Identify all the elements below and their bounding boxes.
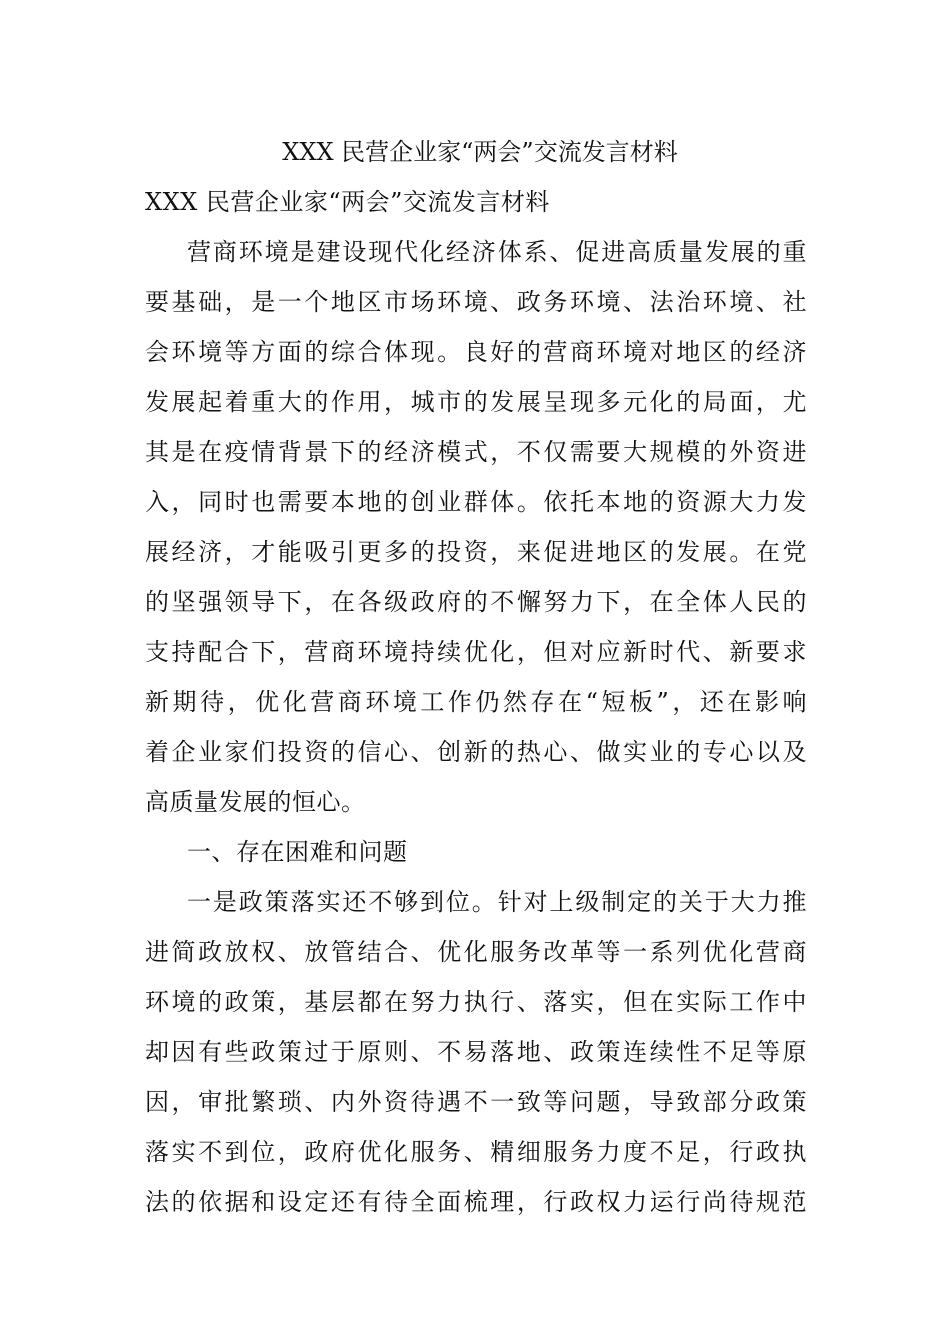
document-title: XXX 民营企业家“两会”交流发言材料 bbox=[282, 138, 678, 166]
document-body bbox=[145, 127, 807, 1227]
section-heading-text: 一、存在困难和问题 bbox=[187, 838, 408, 866]
paragraph-line: 环境的政策，基层都在努力执行、落实，但在实际工作中 bbox=[145, 988, 807, 1016]
document-subtitle: XXX 民营企业家“两会”交流发言材料 bbox=[145, 188, 550, 216]
paragraph-intro bbox=[145, 227, 807, 827]
paragraph-line: 着企业家们投资的信心、创新的热心、做实业的专心以及 bbox=[145, 738, 807, 766]
section-heading bbox=[145, 827, 807, 877]
paragraph-line: 入，同时也需要本地的创业群体。依托本地的资源大力发 bbox=[145, 488, 807, 516]
paragraph-line: 营商环境是建设现代化经济体系、促进高质量发展的重 bbox=[187, 238, 807, 266]
paragraph-line: 进简政放权、放管结合、优化服务改革等一系列优化营商 bbox=[145, 938, 807, 966]
paragraph-line: 要基础，是一个地区市场环境、政务环境、法治环境、社 bbox=[145, 288, 807, 316]
paragraph-line: 会环境等方面的综合体现。良好的营商环境对地区的经济 bbox=[145, 338, 807, 366]
paragraph-line: 一是政策落实还不够到位。针对上级制定的关于大力推 bbox=[187, 888, 807, 916]
paragraph-line: 发展起着重大的作用，城市的发展呈现多元化的局面，尤 bbox=[145, 388, 807, 416]
paragraph-policy bbox=[145, 877, 807, 1227]
paragraph-line: 的坚强领导下，在各级政府的不懈努力下，在全体人民的 bbox=[145, 588, 807, 616]
paragraph-line: 因，审批繁琐、内外资待遇不一致等问题，导致部分政策 bbox=[145, 1088, 807, 1116]
paragraph-line: 落实不到位，政府优化服务、精细服务力度不足，行政执 bbox=[145, 1138, 807, 1166]
paragraph-line: 却因有些政策过于原则、不易落地、政策连续性不足等原 bbox=[145, 1038, 807, 1066]
paragraph-line: 支持配合下，营商环境持续优化，但对应新时代、新要求 bbox=[145, 638, 807, 666]
paragraph-line: 其是在疫情背景下的经济模式，不仅需要大规模的外资进 bbox=[145, 438, 807, 466]
paragraph-line: 法的依据和设定还有待全面梳理，行政权力运行尚待规范 bbox=[145, 1188, 807, 1216]
paragraph-line: 展经济，才能吸引更多的投资，来促进地区的发展。在党 bbox=[145, 538, 807, 566]
paragraph-line: 高质量发展的恒心。 bbox=[145, 788, 366, 816]
paragraph-line: 新期待，优化营商环境工作仍然存在“短板”，还在影响 bbox=[145, 688, 807, 716]
